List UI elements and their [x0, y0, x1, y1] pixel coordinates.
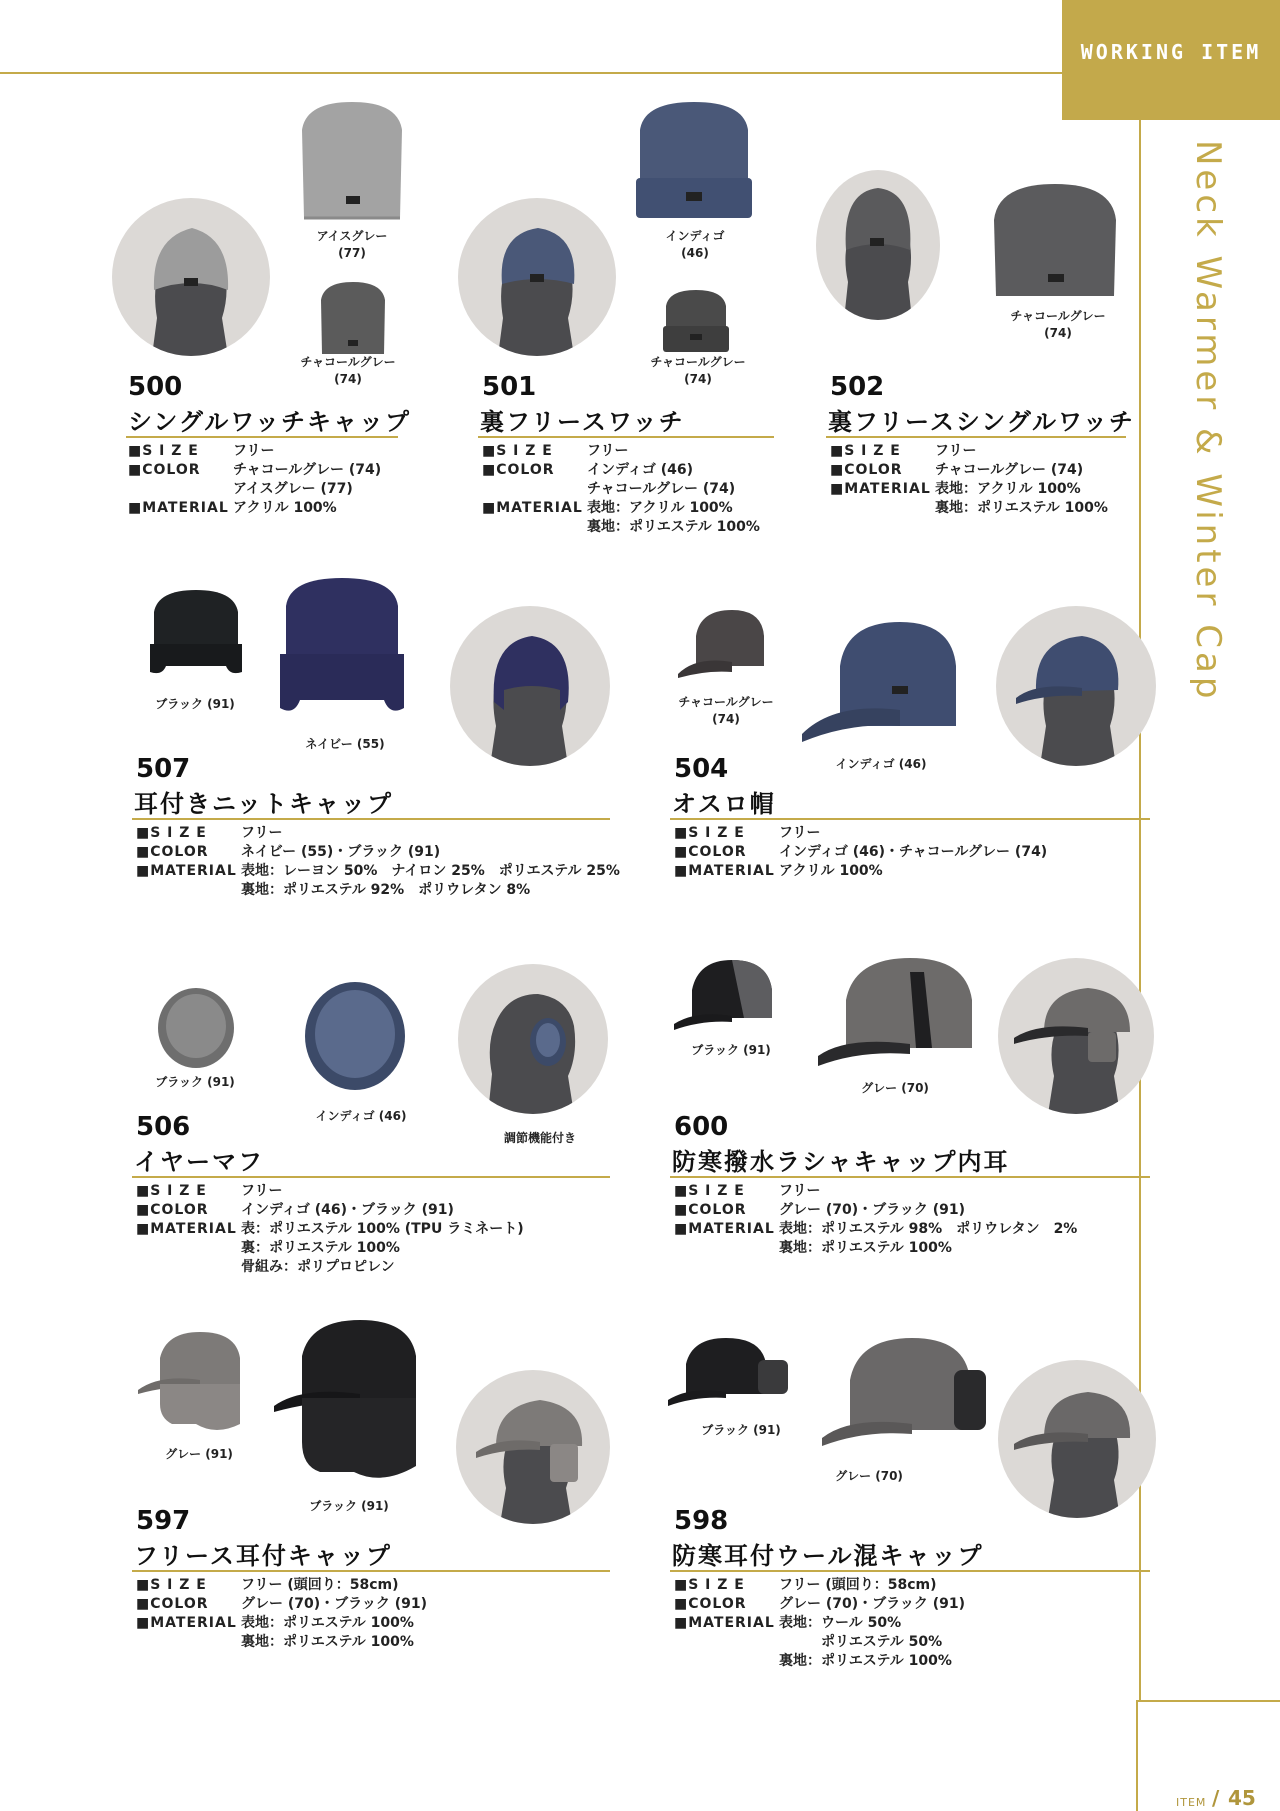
model-photo-501: [458, 198, 616, 356]
title-rule: [826, 436, 1126, 438]
product-507-black: [146, 588, 246, 688]
spec-block: ■S I Z E フリー ■COLOR チャコールグレー (74) ■MATERIAL 表地：アクリル 100% 裏地：ポリエステル 100%: [830, 443, 1108, 516]
title-rule: [132, 1570, 610, 1572]
product-502-charcoal: [990, 180, 1120, 304]
spec-block: ■S I Z E フリー (頭回り：58cm) ■COLOR グレー (70)・ブラック (91) ■MATERIAL 表地：ポリエステル 100% 裏地：ポリエステル 100%: [136, 1577, 428, 1650]
model-photo-504: [996, 606, 1156, 766]
product-504-charcoal: [676, 606, 768, 686]
product-title: フリース耳付キャップ: [134, 1542, 392, 1570]
product-600-black: [672, 956, 778, 1040]
product-title: 裏フリースシングルワッチ: [828, 408, 1135, 436]
color-label: グレー (70): [861, 1081, 929, 1095]
product-598-gray: [820, 1330, 990, 1464]
product-501-charcoal: [660, 288, 732, 358]
title-rule: [670, 1570, 1150, 1572]
color-label: グレー (91): [165, 1447, 233, 1461]
title-rule: [670, 1176, 1150, 1178]
footer-slash: /: [1212, 1786, 1220, 1810]
category-title: Neck Warmer & Winter Cap: [1188, 140, 1228, 703]
color-label: ネイビー (55): [305, 737, 385, 751]
color-label: インディゴ (46): [665, 229, 725, 260]
product-number: 500: [128, 372, 183, 402]
product-506-black: [154, 986, 238, 1078]
color-label: チャコールグレー (74): [1010, 309, 1106, 340]
header-rule: [0, 72, 1062, 74]
product-number: 600: [674, 1112, 729, 1142]
model-photo-502: [816, 170, 940, 320]
product-title: オスロ帽: [672, 790, 776, 818]
spec-block: ■S I Z E フリー ■COLOR チャコールグレー (74) アイスグレー (77) ■MATERIAL アクリル 100%: [128, 443, 382, 516]
product-number: 598: [674, 1506, 729, 1536]
title-rule: [132, 818, 610, 820]
color-label: チャコールグレー (74): [678, 695, 774, 726]
badge-text: WORKING ITEM: [1080, 40, 1262, 64]
footer-label: ITEM: [1176, 1796, 1207, 1809]
product-507-navy: [276, 576, 408, 730]
footer-rule: [1136, 1700, 1280, 1702]
model-photo-600: [998, 958, 1154, 1114]
product-597-black: [272, 1316, 422, 1492]
title-rule: [132, 1176, 610, 1178]
category-badge: [1062, 0, 1280, 120]
product-598-black: [666, 1334, 792, 1418]
product-title: 耳付きニットキャップ: [134, 790, 394, 818]
product-501-indigo: [630, 100, 758, 224]
product-600-gray: [816, 952, 982, 1084]
product-title: シングルワッチキャップ: [128, 408, 411, 436]
model-photo-597: [456, 1370, 610, 1524]
feature-label: 調節機能付き: [503, 1131, 576, 1145]
product-title: イヤーマフ: [134, 1148, 264, 1176]
page-number: 45: [1228, 1786, 1256, 1810]
product-number: 502: [830, 372, 885, 402]
spec-block: ■S I Z E フリー ■COLOR グレー (70)・ブラック (91) ■MATERIAL 表地：ポリエステル 98% ポリウレタン 2% 裏地：ポリエステル 100%: [674, 1183, 1078, 1256]
color-label: インディゴ (46): [835, 757, 927, 771]
color-label: ブラック (91): [155, 697, 235, 711]
color-label: チャコールグレー (74): [650, 355, 746, 386]
model-photo-500: [112, 198, 270, 356]
color-label: ブラック (91): [701, 1423, 781, 1437]
color-label: ブラック (91): [155, 1075, 235, 1089]
spec-block: ■S I Z E フリー ■COLOR インディゴ (46)・チャコールグレー (74) ■MATERIAL アクリル 100%: [674, 825, 1048, 879]
footer-rule-vertical: [1136, 1700, 1138, 1811]
color-label: ブラック (91): [309, 1499, 389, 1513]
product-500-icegray: [296, 100, 408, 224]
model-photo-598: [998, 1360, 1156, 1518]
title-rule: [478, 436, 774, 438]
color-label: アイスグレー (77): [316, 229, 388, 260]
product-number: 504: [674, 754, 729, 784]
model-photo-507: [450, 606, 610, 766]
product-number: 597: [136, 1506, 191, 1536]
product-506-indigo: [302, 982, 408, 1098]
spec-block: ■S I Z E フリー ■COLOR ネイビー (55)・ブラック (91) ■MATERIAL 表地：レーヨン 50% ナイロン 25% ポリエステル 25% 裏地：ポリエステル 92% ポリウレタン 8%: [136, 825, 620, 898]
spec-block: ■S I Z E フリー ■COLOR インディゴ (46) チャコールグレー (74) ■MATERIAL 表地：アクリル 100% 裏地：ポリエステル 100%: [482, 443, 760, 535]
product-number: 501: [482, 372, 537, 402]
product-title: 裏フリースワッチ: [480, 408, 685, 436]
title-rule: [670, 818, 1150, 820]
product-number: 506: [136, 1112, 191, 1142]
spec-block: ■S I Z E フリー ■COLOR インディゴ (46)・ブラック (91) ■MATERIAL 表：ポリエステル 100% (TPU ラミネート) 裏：ポリエステル 100% 骨組み：ポリプロピレン: [136, 1183, 524, 1275]
color-label: チャコールグレー (74): [300, 355, 396, 386]
spec-block: ■S I Z E フリー (頭回り：58cm) ■COLOR グレー (70)・ブラック (91) ■MATERIAL 表地：ウール 50% ポリエステル 50% 裏地：ポリエステル 100%: [674, 1577, 966, 1669]
category-vertical: [1188, 140, 1248, 703]
product-504-indigo: [800, 616, 960, 750]
product-597-gray: [136, 1328, 248, 1444]
product-number: 507: [136, 754, 191, 784]
color-label: ブラック (91): [691, 1043, 771, 1057]
title-rule: [126, 436, 398, 438]
product-title: 防寒耳付ウール混キャップ: [672, 1542, 984, 1570]
product-title: 防寒撥水ラシャキャップ内耳: [672, 1148, 1010, 1176]
product-500-charcoal: [318, 280, 388, 360]
model-photo-506: [458, 964, 608, 1114]
color-label: インディゴ (46): [315, 1109, 407, 1123]
color-label: グレー (70): [835, 1469, 903, 1483]
